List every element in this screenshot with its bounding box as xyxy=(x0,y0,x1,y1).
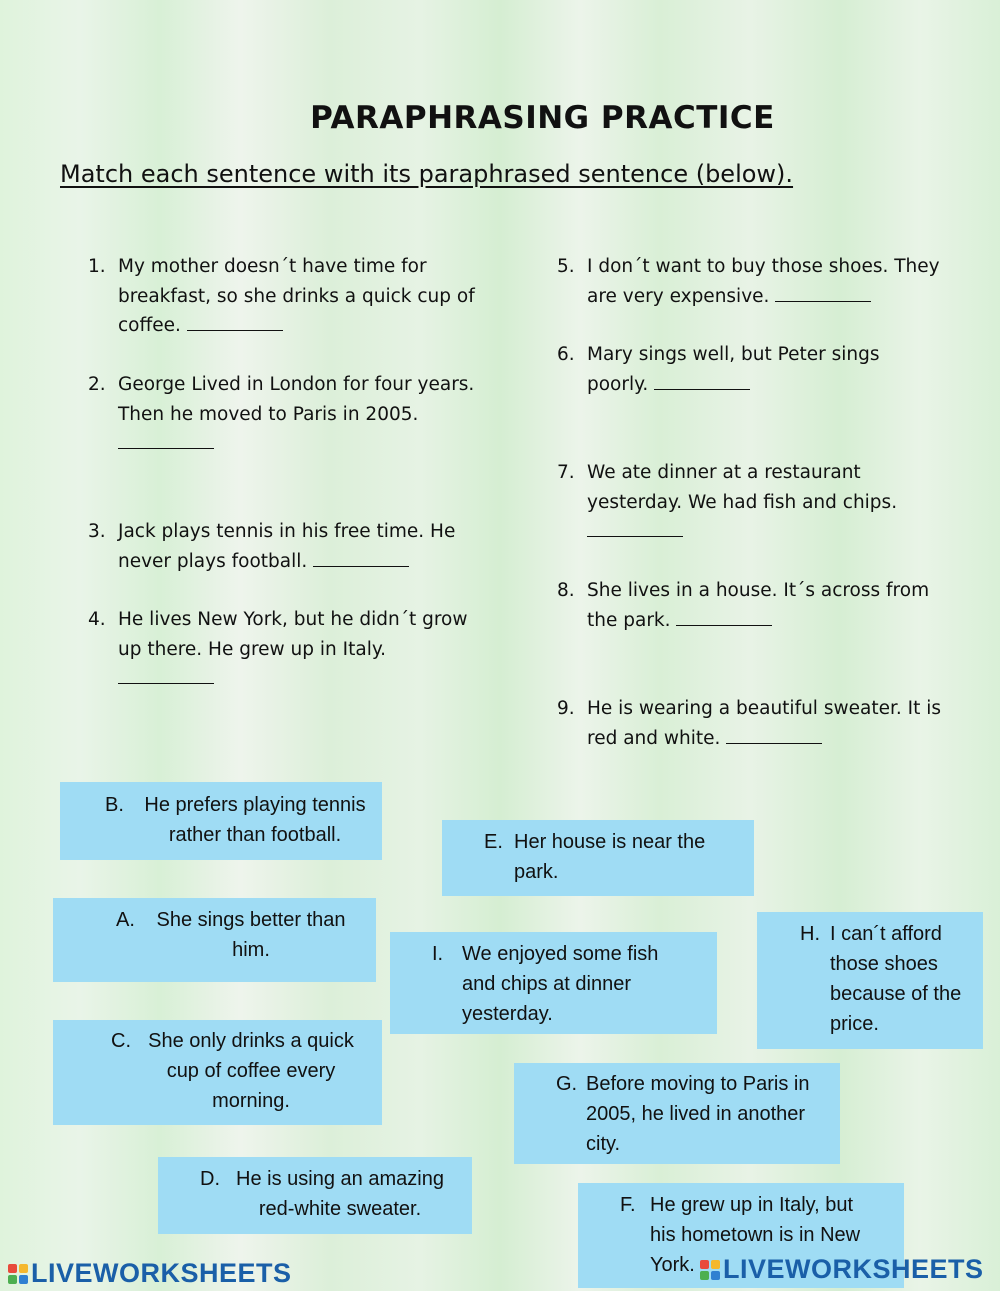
liveworksheets-logo-right xyxy=(700,1254,984,1285)
question-1 xyxy=(88,252,488,341)
answer-blank[interactable] xyxy=(187,312,283,331)
answer-letter: C. xyxy=(111,1030,131,1052)
answer-card-d[interactable] xyxy=(158,1157,472,1234)
answer-blank[interactable] xyxy=(775,283,871,302)
question-text: He is wearing a beautiful sweater. It is red and white. xyxy=(587,698,941,749)
logo-text: LIVEWORKSHEETS xyxy=(723,1254,984,1284)
question-number: 2. xyxy=(88,374,106,395)
answer-blank[interactable] xyxy=(118,665,214,684)
question-3 xyxy=(88,517,488,576)
question-number: 4. xyxy=(88,609,106,630)
answer-card-b[interactable] xyxy=(60,782,382,860)
answer-text: I can´t afford those shoes because of the price. xyxy=(830,923,962,1035)
instruction: Match each sentence with its paraphrased sentence (below). xyxy=(60,160,794,188)
question-text: She lives in a house. It´s across from the park. xyxy=(587,580,930,631)
liveworksheets-logo-left xyxy=(8,1258,292,1289)
answer-card-i[interactable] xyxy=(390,932,717,1034)
answer-text: He is using an amazing red-white sweater. xyxy=(236,1168,444,1220)
question-text: George Lived in London for four years. Then he moved to Paris in 2005. xyxy=(118,374,475,425)
answer-letter: H. xyxy=(800,923,820,945)
question-number: 9. xyxy=(557,698,575,719)
question-8 xyxy=(557,576,957,635)
question-6 xyxy=(557,340,887,399)
answer-letter: I. xyxy=(432,943,444,965)
answer-blank[interactable] xyxy=(654,371,750,390)
answer-text: Before moving to Paris in 2005, he lived in another city. xyxy=(586,1073,810,1155)
answer-letter: E. xyxy=(484,831,503,853)
answer-card-e[interactable] xyxy=(442,820,754,896)
question-text: Jack plays tennis in his free time. He never plays football. xyxy=(118,521,456,572)
logo-mark-icon xyxy=(8,1264,28,1284)
answer-letter: B. xyxy=(105,794,124,816)
question-text: Mary sings well, but Peter sings poorly. xyxy=(587,344,880,395)
question-number: 6. xyxy=(557,344,575,365)
answer-text: She only drinks a quick cup of coffee every morning. xyxy=(148,1030,354,1112)
answer-blank[interactable] xyxy=(118,430,214,449)
question-9 xyxy=(557,694,957,753)
answer-card-g[interactable] xyxy=(514,1063,840,1164)
page-title: PARAPHRASING PRACTICE xyxy=(310,100,775,136)
question-2 xyxy=(88,370,488,459)
answer-blank[interactable] xyxy=(587,518,683,537)
answer-text: We enjoyed some fish and chips at dinner yesterday. xyxy=(462,943,659,1025)
logo-mark-icon xyxy=(700,1260,720,1280)
answer-letter: G. xyxy=(556,1073,578,1095)
question-number: 5. xyxy=(557,256,575,277)
question-number: 3. xyxy=(88,521,106,542)
question-7 xyxy=(557,458,917,547)
answer-letter: A. xyxy=(116,909,135,931)
answer-text: She sings better than him. xyxy=(156,909,346,961)
answer-blank[interactable] xyxy=(726,725,822,744)
logo-text: LIVEWORKSHEETS xyxy=(31,1258,292,1288)
question-text: My mother doesn´t have time for breakfast, so she drinks a quick cup of coffee. xyxy=(118,256,475,336)
answer-text: He prefers playing tennis rather than football. xyxy=(144,794,366,846)
question-text: I don´t want to buy those shoes. They are very expensive. xyxy=(587,256,940,307)
answer-text: Her house is near the park. xyxy=(514,831,706,883)
answer-card-h[interactable] xyxy=(757,912,983,1049)
answer-letter: F. xyxy=(620,1194,636,1216)
question-4 xyxy=(88,605,488,694)
answer-letter: D. xyxy=(200,1168,220,1190)
answer-text: He grew up in Italy, but his hometown is in New York. xyxy=(650,1194,861,1276)
question-text: He lives New York, but he didn´t grow up there. He grew up in Italy. xyxy=(118,609,468,660)
question-text: We ate dinner at a restaurant yesterday. We had fish and chips. xyxy=(587,462,898,513)
answer-blank[interactable] xyxy=(676,607,772,626)
answer-blank[interactable] xyxy=(313,548,409,567)
question-number: 8. xyxy=(557,580,575,601)
question-number: 7. xyxy=(557,462,575,483)
answer-card-a[interactable] xyxy=(53,898,376,982)
answer-card-c[interactable] xyxy=(53,1020,382,1125)
question-number: 1. xyxy=(88,256,106,277)
question-5 xyxy=(557,252,957,311)
